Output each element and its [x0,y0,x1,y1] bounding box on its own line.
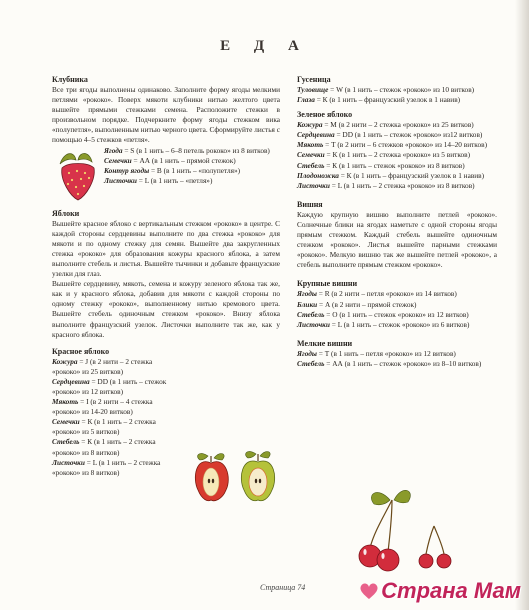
apples-text-2: Вышейте сердцевину, мякоть, семена и кожуру зеленого яблока так же, как и у красного яблока, добавив для мякоти с каждой стороны по одному стежку «рококо», выполненному нитью кремового цвета. Вышейте стебель одиночным стежком «рококо». Внизу яблока выполните французский узелок. Листочки выполните так же, как у красного яблока. [52,279,280,339]
page-edge-shadow [515,0,529,610]
green-apple-heading: Зеленое яблоко [297,110,353,120]
strawberry-illustration-slot [52,146,104,206]
green-apple-entry-leaves: Листочки = L (в 1 нить – 2 стежка «рококо» из 8 витков) [297,180,475,190]
red-apple-entry-flesh: Мякоть = I (в 2 нити – 4 стежка «рококо» из 14-20 витков) [52,397,153,417]
green-apple-entry-skin: Кожура = М (в 2 нити – 2 стежка «рококо» из 25 витков) [297,120,474,130]
red-apple-entry-core: Сердцевина = DD (в 1 нить – стежок «рококо» из 12 витков) [52,376,167,396]
caterpillar-entry-body: Туловище = W (в 1 нить – стежок «рококо» из 10 витков) [297,85,475,94]
strawberry-entry-contour: Контур ягоды = В (в 1 нить – «полупетля») [104,165,241,175]
strawberry-entry-seeds: Семечки = АА (в 1 нить – прямой стежок) [104,155,236,165]
watermark: Страна Мам [359,578,521,604]
big-cherries-entry-leaves: Листочки = L (в 1 нить – стежок «рококо» из 6 витков) [297,319,470,329]
red-apple-entry-skin: Кожура = J (в 2 нити – 2 стежка «рококо» из 25 витков) [52,356,153,376]
apples-heading: Яблоки [52,208,80,218]
strawberry-entry-berry: Ягода = S (в 1 нить – 6–8 петель рококо» из 8 витков) [104,145,270,155]
cherries-illustration [348,482,458,576]
cherry-text: Каждую крупную вишню выполните петлей «рококо». Солнечные блики на ягодах наметьте с одной стороны ягоды прямым стежком. Каждый стебель вышейте одиночным стежком «рококо». Листья вышейте парными стежками «рококо». Мелкую вишню так же вышейте петлей «рококо», а стебель выполните прямым стежком «рококо». [297,209,497,270]
green-apple-entry-seeds: Семечки = К (в 1 нить – 2 стежка «рококо» из 5 витков) [297,150,471,160]
green-apple-entry-core: Сердцевина = DD (в 1 нить – стежок «рококо» из12 витков) [297,130,483,140]
strawberry-illustration [52,146,104,204]
small-cherries-entry-berries: Ягоды = Т (в 1 нить – петля «рококо» из 12 витков) [297,348,456,358]
red-apple-heading: Красное яблоко [52,346,110,356]
strawberry-entry-leaves: Листочки = L (в 1 нить – «петля») [104,175,213,185]
heart-icon [359,582,379,600]
big-cherries-entry-highlights: Блики = А (в 2 нити – прямой стежок) [297,299,417,309]
big-cherries-entry-berries: Ягоды = R (в 2 нити – петля «рококо» из 14 витков) [297,289,457,299]
strawberry-heading: Клубника [52,75,88,84]
red-apple-entry-leaves: Листочки = L (в 1 нить – 2 стежка «рококо» из 8 витков) [52,457,161,477]
green-apple-icon [241,451,274,500]
strawberry-text: Все три ягоды выполнены одинаково. Заполните форму ягоды мелкими петлями «рококо». Поверх мякоти клубники нитью желтого цвета вышейте прямыми стежками семена. Расположите стежки в произвольном порядке. Подчеркните форму ягоды стежком вика «полупетля», выполненным нитью черного цвета. Сформируйте листья с помощью 4–5 стежков «петля». [52,85,280,145]
left-column [52,70,280,478]
small-cherries-entry-stem: Стебель = АА (в 1 нить – стежок «рококо» из 8–10 витков) [297,358,482,368]
red-apple-entries [52,357,182,478]
red-apple-entry-stem: Стебель = К (в 1 нить – 2 стежка «рококо» из 8 витков) [52,437,156,457]
caterpillar-entry-eyes: Глаза = К (в 1 нить – французский узелок в 1 навив) [297,95,461,105]
apples-text-1: Вышейте красное яблоко с вертикальным стежком «рококо» в центре. С каждой стороны сердцевины выполните по два стежка «рококо» для мякоти и по одному стежку для семян. Вышейте два закругленных стежка «рококо» для образования кожуры красного яблока, а затем выполните стебель и листья. Вышейте тычинки и добавьте французские узелки для глаз. [52,218,280,279]
cherry-berries-icon [359,545,451,571]
green-apple-entry-peduncle: Плодоножка = К (в 1 нить – французский узелок в 1 навив) [297,170,485,180]
big-cherries-heading: Крупные вишни [297,279,358,289]
strawberry-entries [104,146,280,186]
green-apple-entry-flesh: Мякоть = Т (в 2 нити – 6 стежков «рококо» из 14–20 витков) [297,140,487,150]
page-title: Е Д А [220,38,309,54]
caterpillar-heading: Гусеница [297,75,331,84]
strawberry-block [52,146,280,206]
red-apple-icon [195,453,228,500]
big-cherries-entry-stem: Стебель = О (в 1 нить – стежок «рококо» из 12 витков) [297,309,469,319]
small-cherries-heading: Мелкие вишни [297,338,353,348]
green-apple-entry-stem: Стебель = К (в 1 нить – стежок «рококо» из 8 витков) [297,160,465,170]
cherry-heading: Вишня [297,199,323,209]
cherry-stems-icon [370,500,444,554]
right-column [297,70,497,369]
apples-illustration [190,448,282,510]
red-apple-entry-seeds: Семечки = К (в 1 нить – 2 стежка «рококо» из 5 витков) [52,417,156,437]
page-footer: Страница 74 [260,583,306,592]
